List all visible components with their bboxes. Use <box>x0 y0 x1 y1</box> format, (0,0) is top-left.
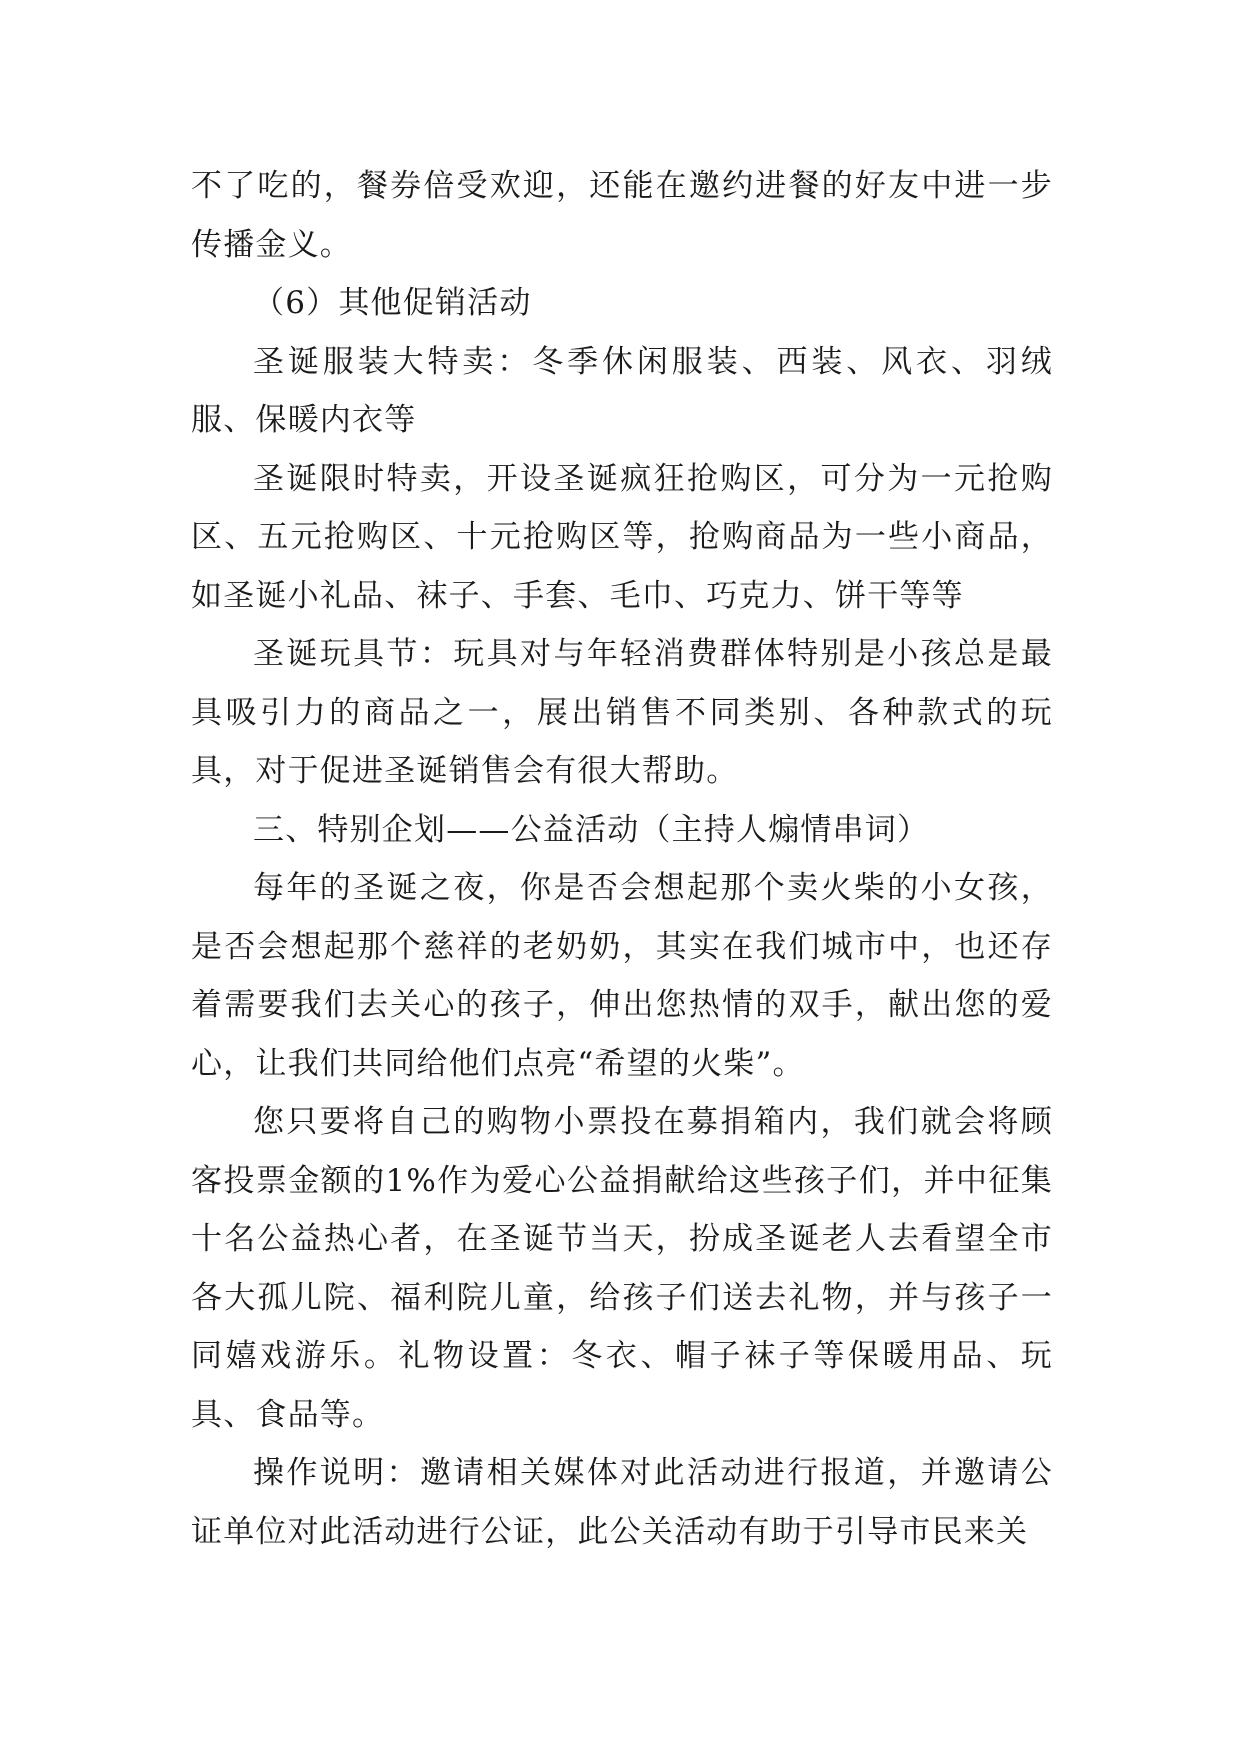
paragraph: 不了吃的，餐券倍受欢迎，还能在邀约进餐的好友中进一步传播金义。 <box>191 168 1053 263</box>
document-body <box>191 157 1053 1561</box>
paragraph: 您只要将自己的购物小票投在募捐箱内，我们就会将顾客投票金额的1%作为爱心公益捐献给这些孩子们，并中征集十名公益热心者，在圣诞节当天，扮成圣诞老人去看望全市各大孤儿院、福利院儿童，给孩子们送去礼物，并与孩子一同嬉戏游乐。礼物设置：冬衣、帽子袜子等保暖用品、玩具、食品等。 <box>191 1104 1053 1433</box>
paragraph: 每年的圣诞之夜，你是否会想起那个卖火柴的小女孩，是否会想起那个慈祥的老奶奶，其实在我们城市中，也还存着需要我们去关心的孩子，伸出您热情的双手，献出您的爱心，让我们共同给他们点亮“希望的火柴”。 <box>191 870 1053 1082</box>
paragraph: 圣诞玩具节：玩具对与年轻消费群体特别是小孩总是最具吸引力的商品之一，展出销售不同类别、各种款式的玩具，对于促进圣诞销售会有很大帮助。 <box>191 636 1053 789</box>
section-heading: 三、特别企划——公益活动（主持人煽情串词） <box>253 811 930 848</box>
paragraph: 操作说明：邀请相关媒体对此活动进行报道，并邀请公证单位对此活动进行公证，此公关活动有助于引导市民来关 <box>191 1455 1053 1550</box>
paragraph: 圣诞限时特卖，开设圣诞疯狂抢购区，可分为一元抢购区、五元抢购区、十元抢购区等，抢购商品为一些小商品，如圣诞小礼品、袜子、手套、毛巾、巧克力、饼干等等 <box>191 460 1053 614</box>
paragraph: 圣诞服装大特卖：冬季休闲服装、西装、风衣、羽绒服、保暖内衣等 <box>191 343 1053 438</box>
section-heading: （6）其他促销活动 <box>253 285 532 321</box>
